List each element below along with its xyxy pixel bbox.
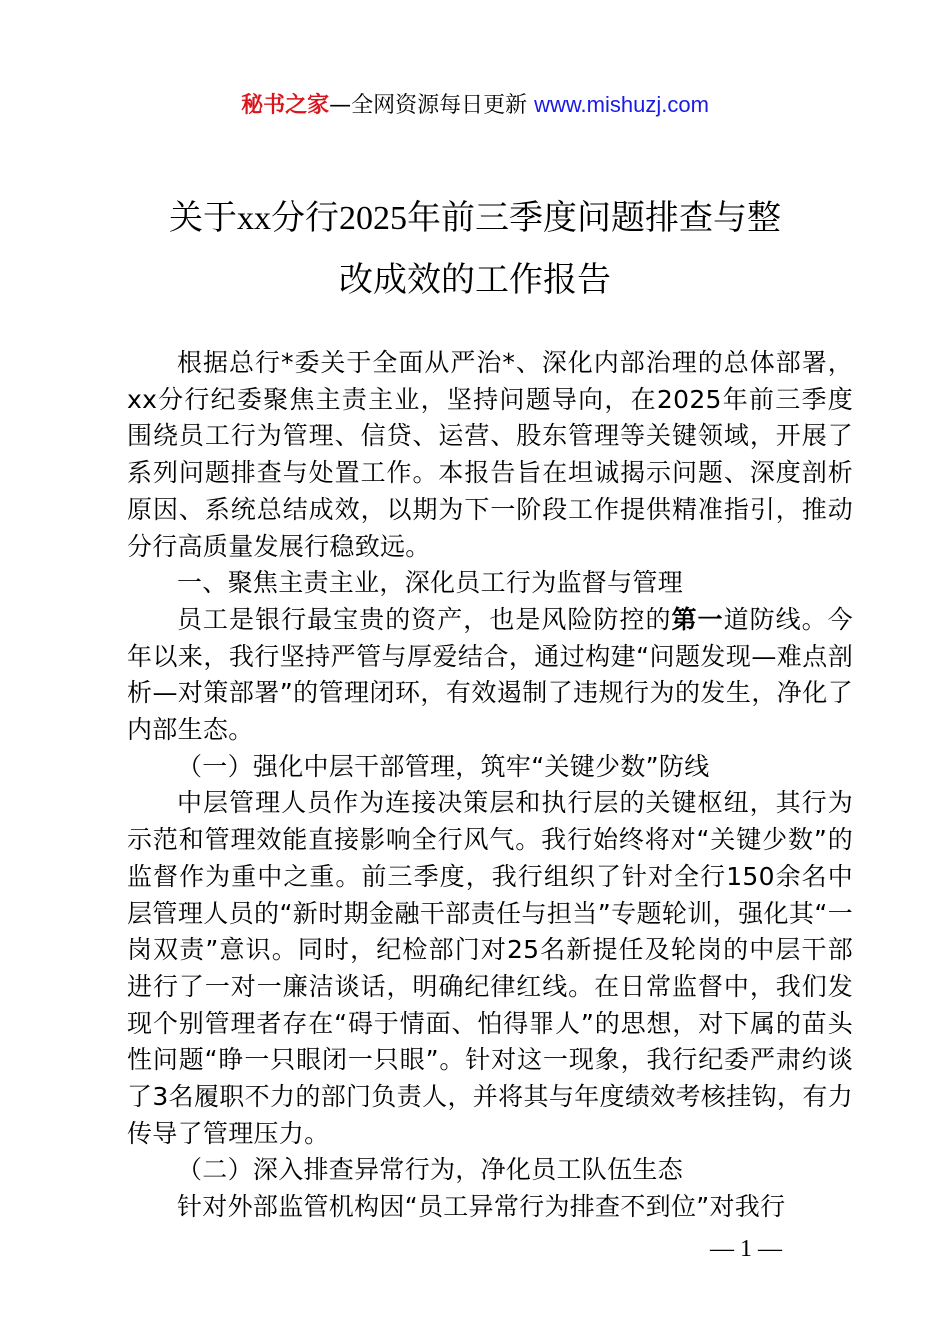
document-body	[127, 345, 853, 1226]
subsection-1-heading: （一）强化中层干部管理，筑牢“关键少数”防线	[177, 751, 710, 781]
section-1-paragraph	[127, 602, 853, 749]
page-number: — 1 —	[710, 1236, 782, 1262]
document-title	[90, 188, 860, 312]
site-tagline: —全网资源每日更新	[329, 93, 528, 118]
site-header	[0, 90, 950, 121]
section-1-heading: 一、聚焦主责主业，深化员工行为监督与管理	[177, 568, 684, 598]
section-1-text-start: 员工是银行最宝贵的资产，也是风险防控的	[177, 604, 672, 634]
document-title-line-2: 改成效的工作报告	[339, 262, 611, 299]
site-brand: 秘书之家	[241, 93, 330, 118]
subsection-2-paragraph: 针对外部监管机构因“员工异常行为排查不到位”对我行	[177, 1192, 786, 1222]
section-1-bold-text: 第一	[671, 604, 724, 634]
document-title-line-1: 关于xx分行2025年前三季度问题排查与整	[169, 200, 781, 237]
section-1-text-end: 道防线。今年以来，我行坚持严管与厚爱结合，通过构建“问题发现—难点剖析—对策部署”的管理闭环，有效遏制了违规行为的发生，净化了内部生态。	[127, 604, 853, 745]
subsection-2-heading: （二）深入排查异常行为，净化员工队伍生态	[177, 1155, 684, 1185]
intro-paragraph: 根据总行*委关于全面从严治*、深化内部治理的总体部署，xx分行纪委聚焦主责主业，坚持问题导向，在2025年前三季度围绕员工行为管理、信贷、运营、股东管理等关键领域，开展了系列问题排查与处置工作。本报告旨在坦诚揭示问题、深度剖析原因、系统总结成效，以期为下一阶段工作提供精准指引，推动分行高质量发展行稳致远。	[127, 348, 853, 561]
site-url-link[interactable]: www.mishuzj.com	[534, 92, 709, 117]
subsection-1-paragraph: 中层管理人员作为连接决策层和执行层的关键枢纽，其行为示范和管理效能直接影响全行风气。我行始终将对“关键少数”的监督作为重中之重。前三季度，我行组织了针对全行150余名中层管理人员的“新时期金融干部责任与担当”专题轮训，强化其“一岗双责”意识。同时，纪检部门对25名新提任及轮岗的中层干部进行了一对一廉洁谈话，明确纪律红线。在日常监督中，我们发现个别管理者存在“碍于情面、怕得罪人”的思想，对下属的苗头性问题“睁一只眼闭一只眼”。针对这一现象，我行纪委严肃约谈了3名履职不力的部门负责人，并将其与年度绩效考核挂钩，有力传导了管理压力。	[127, 788, 853, 1148]
